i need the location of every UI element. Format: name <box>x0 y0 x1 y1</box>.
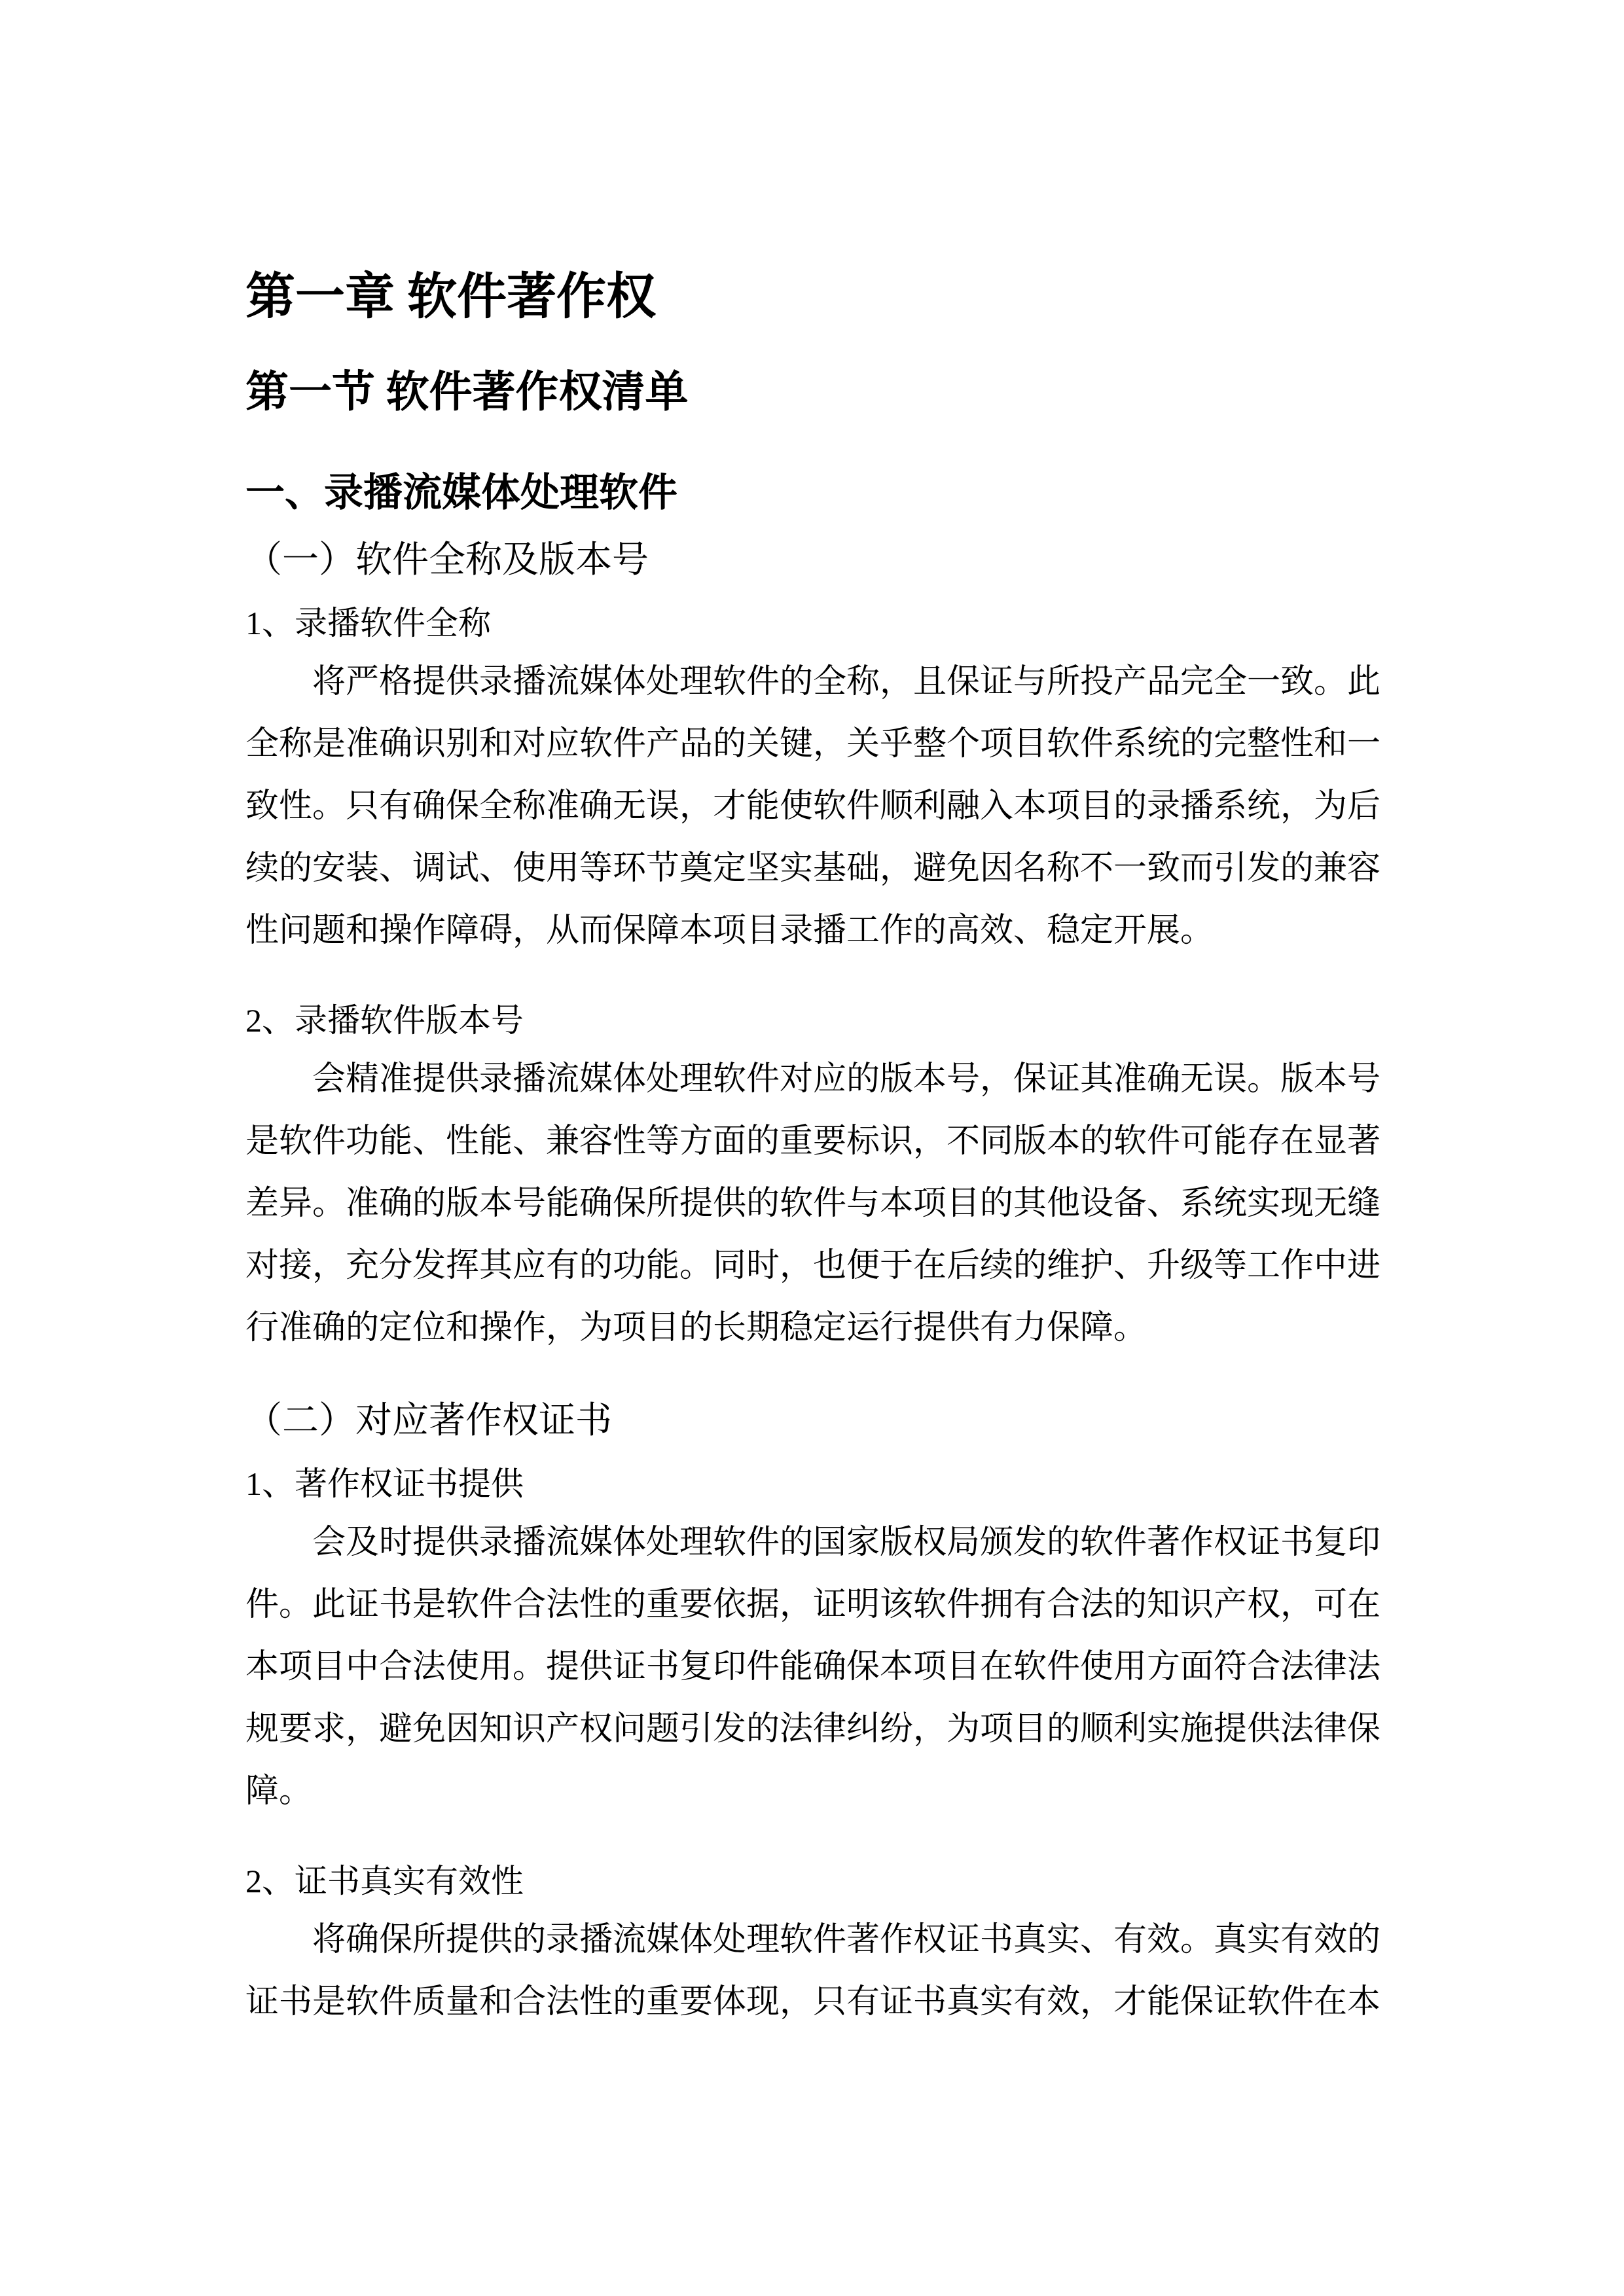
part1-item2-title: 2、录播软件版本号 <box>245 1002 524 1039</box>
part2-item1-paragraph: 会及时提供录播流媒体处理软件的国家版权局颁发的软件著作权证书复印件。此证书是软件合法性的重要依据，证明该软件拥有合法的知识产权，可在本项目中合法使用。提供证书复印件能确保本项目在软件使用方面符合法律法规要求，避免因知识产权问题引发的法律纠纷，为项目的顺利实施提供法律保障。 <box>245 1524 1381 1810</box>
chapter-heading: 第一章 软件著作权 <box>245 270 656 325</box>
section-heading: 第一节 软件著作权清单 <box>245 368 689 416</box>
part1-item1-title: 1、录播软件全称 <box>245 605 491 641</box>
part2-item2-title: 2、证书真实有效性 <box>245 1863 524 1899</box>
part2-item1-title: 1、著作权证书提供 <box>245 1465 524 1502</box>
sub-heading: 一、录播流媒体处理软件 <box>245 471 677 514</box>
part1-item2-paragraph: 会精准提供录播流媒体处理软件对应的版本号，保证其准确无误。版本号是软件功能、性能、兼容性等方面的重要标识，不同版本的软件可能存在显著差异。准确的版本号能确保所提供的软件与本项目的其他设备、系统实现无缝对接，充分发挥其应有的功能。同时，也便于在后续的维护、升级等工作中进行准确的定位和操作，为项目的长期稳定运行提供有力保障。 <box>245 1061 1381 1346</box>
part2-heading: （二）对应著作权证书 <box>245 1401 612 1441</box>
part1-item1-paragraph: 将严格提供录播流媒体处理软件的全称，且保证与所投产品完全一致。此全称是准确识别和对应软件产品的关键，关乎整个项目软件系统的完整性和一致性。只有确保全称准确无误，才能使软件顺利融入本项目的录播系统，为后续的安装、调试、使用等环节奠定坚实基础，避免因名称不一致而引发的兼容性问题和操作障碍，从而保障本项目录播工作的高效、稳定开展。 <box>245 664 1381 949</box>
part2-item2-paragraph: 将确保所提供的录播流媒体处理软件著作权证书真实、有效。真实有效的证书是软件质量和合法性的重要体现，只有证书真实有效，才能保证软件在本 <box>245 1922 1381 2020</box>
part1-heading: （一）软件全称及版本号 <box>245 540 649 581</box>
